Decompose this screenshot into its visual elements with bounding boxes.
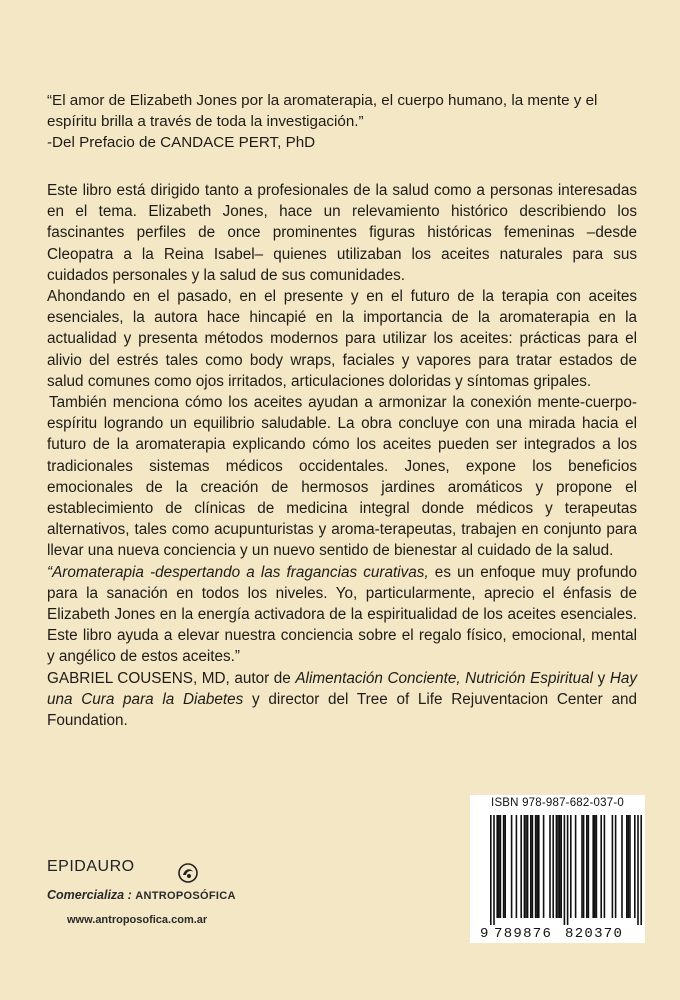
description-paragraph-3: También menciona cómo los aceites ayudan a armonizar la conexión mente-cuerpo-espíritu logrando un equilibrio saludable. La obra concluye con una mirada hacia el futuro de la aromaterapia explicando cómo los aceites pueden ser integrados a los tradicionales sistemas médicos occidentales. Jones, expone los beneficios emocionales de la creación de hermosos jardines aromáticos y propone el establecimiento de clínicas de medicina integral donde médicos y terapeutas alternativos, tales como acupunturistas y aroma-terapeutas, trabajen en conjunto para llevar una nueva conciencia y un nuevo sentido de bienestar al cuidado de la salud. [47, 394, 637, 560]
barcode-bar [527, 815, 529, 918]
book-title-italic: “Aromaterapia -despertando a las fragancias curativas, [47, 563, 429, 581]
endorsement-author [47, 668, 637, 732]
barcode-bar [596, 815, 598, 918]
description-paragraph-2: Ahondando en el pasado, en el presente y en el futuro de la terapia con aceites esenciales, la autora hace hincapié en la importancia de la aromaterapia en la actualidad y presenta métodos modernos para utilizar los aceites: prácticas para el alivio del estrés tales como body wraps, faciales y vapores para tratar estados de salud comunes como ojos irritados, articulaciones doloridas y síntomas gripales. [47, 288, 637, 390]
barcode-bar [634, 815, 636, 918]
publisher-name: EPIDAURO [47, 858, 135, 875]
barcode-bar [490, 815, 492, 925]
barcode-bar [581, 815, 583, 918]
barcode-bar [503, 815, 505, 918]
barcode-bar [504, 815, 506, 918]
distributor-name: ANTROPOSÓFICA [135, 890, 236, 902]
author-credit: GABRIEL COUSENS, MD, autor de [47, 669, 296, 687]
description-paragraph-1: Este libro está dirigido tanto a profesionales de la salud como a personas interesadas en el tema. Elizabeth Jones, hace un relevamiento histórico describiendo los fascinantes perfiles de once prominentes figuras históricas femeninas –desde Cleopatra a la Reina Isabel– quienes utilizaban los aceites naturales para sus cuidados personales y la salud de sus comunidades. [47, 182, 637, 284]
barcode-bar [583, 815, 585, 918]
barcode-bar [535, 815, 537, 918]
barcode-bar [612, 815, 614, 918]
distributor-website: www.antroposofica.com.ar [67, 914, 208, 926]
barcode-bar [520, 815, 522, 918]
barcode-bar [615, 815, 617, 918]
isbn-barcode [470, 795, 645, 943]
barcode-bar [626, 815, 628, 918]
barcode-bar [493, 815, 495, 925]
barcode-bar [511, 815, 513, 918]
barcode-bar [592, 815, 594, 918]
quote-text: “El amor de Elizabeth Jones por la aromaterapia, el cuerpo humano, la mente y el espíritu brilla a través de toda la investigación.” [47, 92, 598, 130]
barcode-bar [621, 815, 623, 918]
publisher-block [47, 858, 307, 926]
barcode-digit-lead: 9 [480, 926, 489, 942]
publisher-logo-icon [177, 862, 199, 884]
barcode-bar [556, 815, 558, 918]
barcode-bar [559, 815, 561, 918]
praise-quote [47, 90, 637, 153]
distributor-line [47, 888, 236, 902]
barcode-bar [500, 815, 502, 918]
barcode-bar [564, 815, 566, 925]
book-description [47, 180, 637, 731]
barcode-bar [628, 815, 630, 918]
barcode-digits-right: 820370 [565, 926, 624, 942]
barcode-bar [496, 815, 498, 918]
barcode-bar [549, 815, 551, 918]
comercializa-label: Comercializa : [47, 888, 132, 902]
author-book-2: Hay una Cura para la Diabetes [47, 669, 638, 708]
barcode-bar [536, 815, 538, 918]
barcode-bar [570, 815, 572, 918]
author-credit-rest: y director del Tree of Life Rejuventacion Center and Foundation. [47, 690, 637, 730]
barcode-bar [538, 815, 540, 918]
author-conjunction: y [593, 669, 610, 687]
barcode-bar [629, 815, 631, 918]
barcode-bar [543, 815, 545, 918]
author-book-1: Alimentación Conciente, Nutrición Espiritual [295, 669, 594, 687]
quote-attribution: -Del Prefacio de CANDACE PERT, PhD [47, 134, 316, 151]
barcode-bar [594, 815, 596, 918]
barcode-bar [586, 815, 588, 918]
barcode-graphic [470, 813, 645, 943]
barcode-bar [498, 815, 500, 918]
endorsement-quote [47, 562, 637, 668]
barcode-bar [525, 815, 527, 918]
barcode-bar [575, 815, 577, 918]
barcode-bar [560, 815, 562, 918]
barcode-bar [637, 815, 639, 925]
barcode-bar [552, 815, 554, 918]
barcode-digits-left: 789876 [494, 926, 553, 942]
barcode-bar [530, 815, 532, 918]
barcode-bar [524, 815, 526, 918]
barcode-bar [532, 815, 534, 918]
barcode-bars [490, 815, 642, 925]
barcode-bar [588, 815, 590, 918]
isbn-label: ISBN 978-987-682-037-0 [491, 797, 624, 809]
barcode-bar [557, 815, 559, 918]
barcode-bar [640, 815, 642, 925]
barcode-bar [600, 815, 602, 918]
barcode-bar [516, 815, 518, 918]
barcode-bar [567, 815, 569, 925]
barcode-bar [604, 815, 606, 918]
endorsement-text: es un enfoque muy profundo para la sanación en todos los niveles. Yo, particularmente, aprecio el énfasis de Elizabeth Jones en la energía activadora de la espiritualidad de los aceites esenciales. Este libro ayuda a elevar nuestra conciencia sobre el regalo físico, emocional, mental y angélico de estos aceites.” [47, 563, 637, 666]
